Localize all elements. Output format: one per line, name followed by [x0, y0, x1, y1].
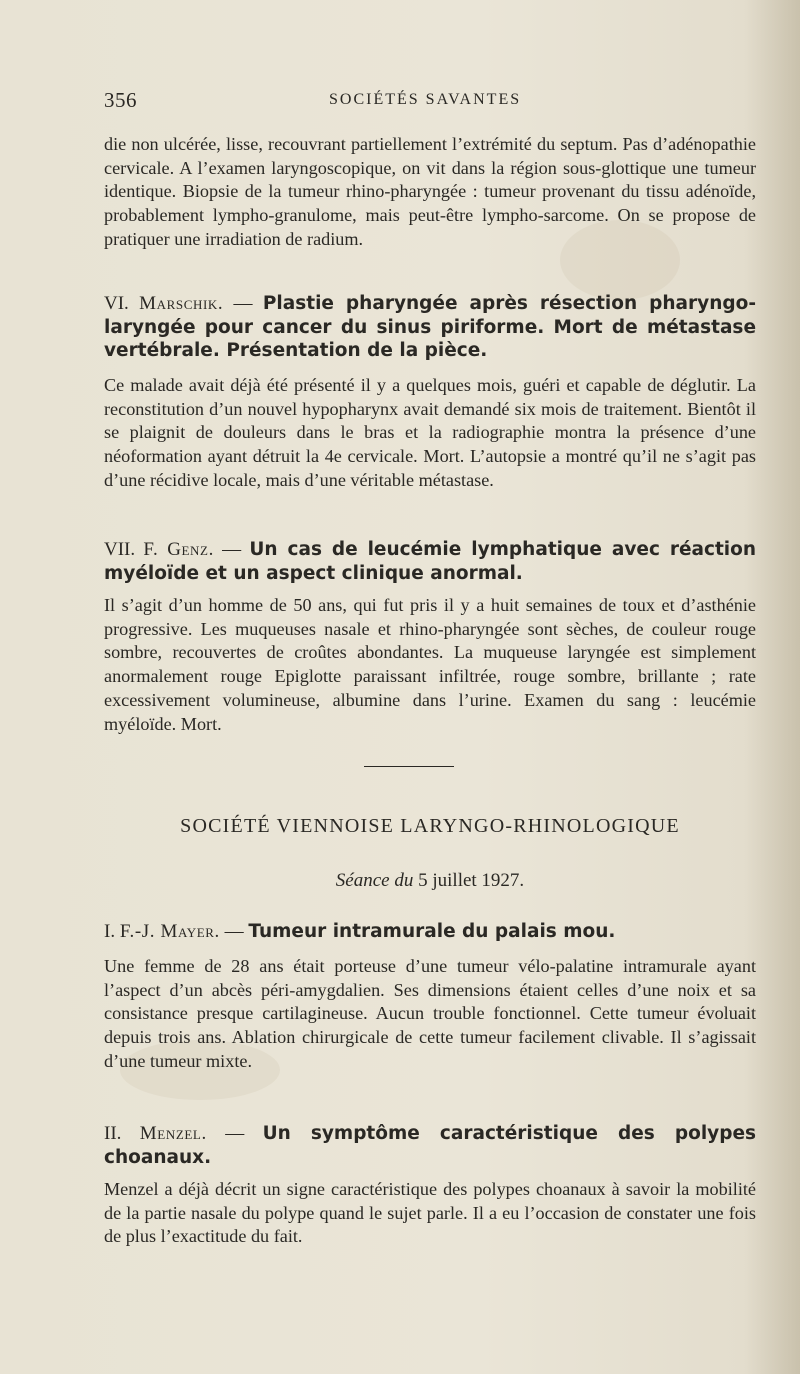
section-dash: —	[224, 921, 244, 942]
section-number: VII.	[104, 539, 136, 560]
society-title: SOCIÉTÉ VIENNOISE LARYNGO-RHINOLOGIQUE	[180, 815, 680, 837]
section-author: Menzel.	[139, 1123, 207, 1144]
section-dash: —	[233, 293, 253, 314]
section-divider	[364, 766, 454, 767]
section-heading-vi	[104, 292, 756, 363]
running-head	[104, 88, 754, 116]
section-title: Un cas de leucémie lymphatique avec réaction myéloïde et un aspect clinique anormal.	[104, 539, 757, 584]
session-date-line	[104, 870, 756, 892]
society-body-i: Une femme de 28 ans était porteuse d’une tumeur vélo-palatine intramurale ayant l’aspect d’un abcès péri-amygdalien. Ses dimensions étaient celles d’une noix et sa consistance presque cartilagineuse. Aucun trouble fonctionnel. Cette tumeur évoluait depuis trois ans. Ablation chirurgicale de cette tumeur facilement clivable. Il s’agissait d’une tumeur mixte.	[104, 956, 756, 1071]
section-body-vi: Ce malade avait déjà été présenté il y a quelques mois, guéri et capable de déglutir. La reconstitution d’un nouvel hypopharynx avait demandé six mois de traitement. Bientôt il se plaignit de douleurs dans le bras et la radiographie montra la présence d’une néoformation ayant détruit la 4e cervicale. Mort. L’autopsie a montré qu’il ne s’agit pas d’une récidive locale, mais d’une véritable métastase.	[104, 375, 756, 490]
intro-paragraph: die non ulcérée, lisse, recouvrant partiellement l’extrémité du septum. Pas d’adénopathie cervicale. A l’examen laryngoscopique, on vit dans la région sous-glottique une tumeur identique. Biopsie de la tumeur rhino-pharyngée : tumeur provenant du tissu adénoïde, probablement lympho-granulome, mais peut-être lympho-sarcome. On se propose de pratiquer une irradiation de radium.	[104, 134, 756, 249]
session-date: 5 juillet 1927.	[418, 870, 525, 891]
page-number: 356	[104, 88, 137, 112]
section-title: Tumeur intramurale du palais mou.	[248, 921, 616, 942]
society-heading-ii	[104, 1122, 756, 1169]
section-dash: —	[222, 539, 242, 560]
section-number: II.	[104, 1123, 122, 1144]
section-author: F.-J. Mayer.	[119, 921, 220, 942]
society-body-ii: Menzel a déjà décrit un signe caractéristique des polypes choanaux à savoir la mobilité de la partie nasale du polype quand le sujet parle. Il a eu l’occasion de constater une fois de plus l’exactitude du fait.	[104, 1179, 756, 1247]
section-author: Marschik.	[139, 293, 224, 314]
section-author: F. Genz.	[143, 539, 214, 560]
section-number: VI.	[104, 293, 129, 314]
session-label: Séance du	[335, 870, 414, 891]
section-body-vii: Il s’agit d’un homme de 50 ans, qui fut pris il y a huit semaines de toux et d’asthénie progressive. Les muqueuses nasale et rhino-pharyngée sont sèches, de couleur rouge sombre, recouvertes de croûtes abondantes. La muqueuse laryngée est simplement anormalement rouge Epiglotte paraissant infiltrée, rouge sombre, brillante ; rate excessivement volumineuse, albumine dans l’urine. Examen du sang : leucémie myéloïde. Mort.	[104, 595, 756, 734]
section-title: Un symptôme caractéristique des polypes choanaux.	[104, 1123, 757, 1168]
society-heading-i	[104, 920, 756, 944]
section-heading-vii	[104, 538, 756, 585]
section-dash: —	[225, 1123, 245, 1144]
section-number: I.	[104, 921, 116, 942]
section-title: Plastie pharyngée après résection pharyngo-laryngée pour cancer du sinus piriforme. Mort de métastase vertébrale. Présentation de la pièce.	[104, 293, 757, 361]
running-title: SOCIÉTÉS SAVANTES	[329, 91, 522, 108]
